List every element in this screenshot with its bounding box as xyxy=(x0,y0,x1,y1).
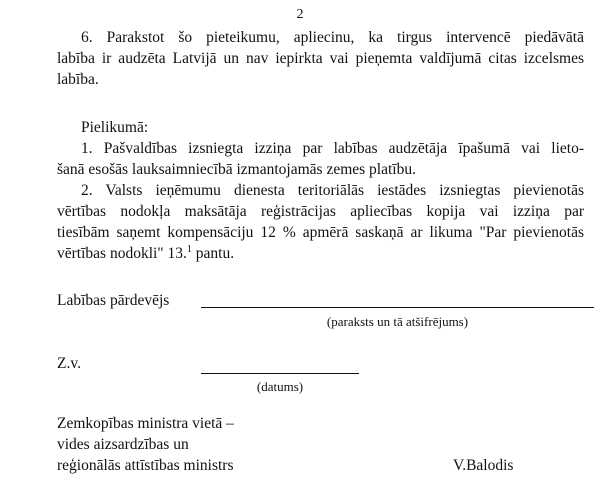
attachment-text: vērtības nodokli" 13. xyxy=(57,245,187,262)
seal-label: Z.v. xyxy=(57,355,81,372)
attachment-line: 2. Valsts ieņēmumu dienesta teritoriālās iestādes izsniegtas pievienotās xyxy=(81,182,584,199)
seller-signature-caption: (paraksts un tā atšifrējums) xyxy=(326,314,469,329)
attachment-line: 1. Pašvaldības izsniegta izziņa par labības audzētāja īpašumā vai lieto- xyxy=(81,140,584,157)
minister-block xyxy=(57,413,234,476)
attachment-line: vērtības nodokļa maksātāja reģistrācijas apliecības kopija vai izziņa par xyxy=(57,203,584,220)
statement-line: 6. Parakstot šo pieteikumu, apliecinu, ka tirgus intervencē piedāvātā xyxy=(81,29,584,46)
minister-title-line: vides aizsardzības un xyxy=(57,436,189,453)
attachment-line xyxy=(57,243,584,264)
seller-label: Labības pārdevējs xyxy=(57,292,170,309)
attachment-line: šanā esošās lauksaimniecībā izmantojamās zemes platību. xyxy=(57,161,416,178)
minister-title-line: Zemkopības ministra vietā – xyxy=(57,415,234,432)
attachment-item-1 xyxy=(57,138,584,180)
attachments-heading: Pielikumā: xyxy=(81,119,149,136)
attachment-line: tiesībām saņemt kompensāciju 12 % apmērā saskaņā ar likuma "Par pievienotās xyxy=(57,224,584,241)
date-caption: (datums) xyxy=(256,379,304,394)
date-line xyxy=(201,373,359,374)
minister-title-line: reģionālās attīstības ministrs xyxy=(57,457,234,474)
seller-signature-line xyxy=(201,307,594,308)
attachment-text-end: pantu. xyxy=(191,245,235,262)
signatory-name: V.Balodis xyxy=(453,457,514,474)
page-number: 2 xyxy=(296,7,304,22)
statement-line: labība ir audzēta Latvijā un nav iepirkta vai pieņemta valdījumā citas izcelsmes xyxy=(57,50,584,67)
statement-paragraph xyxy=(57,27,584,90)
attachment-item-2 xyxy=(57,180,584,264)
footnote-superscript: 1 xyxy=(186,243,192,255)
statement-line: labība. xyxy=(57,71,99,88)
